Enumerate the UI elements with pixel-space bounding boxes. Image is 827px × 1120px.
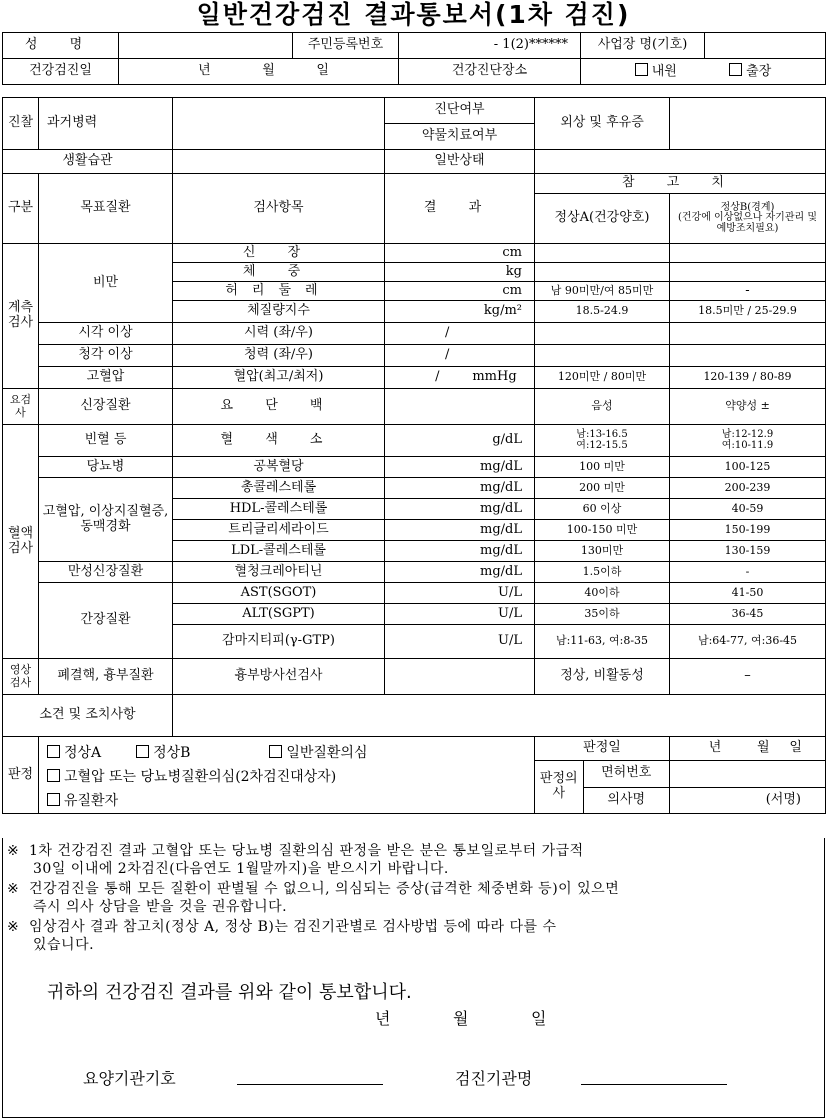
hearing-item: 청력 (좌/우)	[173, 345, 385, 367]
rrn-label: 주민등록번호	[293, 33, 399, 59]
place-label: 건강진단장소	[399, 59, 581, 85]
hdl-ref-b: 40-59	[670, 499, 826, 520]
urine-result[interactable]	[385, 389, 535, 425]
height-ref-b	[670, 244, 826, 263]
findings-field[interactable]	[173, 695, 826, 737]
consult-section: 진찰	[3, 98, 39, 150]
year-label: 년	[198, 63, 211, 79]
doctor-signature-field[interactable]: (서명)	[670, 787, 826, 814]
col-normal-a: 정상A(건강양호)	[535, 194, 670, 244]
history-label: 과거병력	[39, 98, 173, 150]
checkbox-icon	[269, 745, 282, 758]
judgment-options	[39, 737, 535, 814]
place-outreach-label: 출장	[746, 64, 772, 80]
waist-ref-b: -	[670, 282, 826, 301]
note-2-line-2: 즉시 의사 상담을 받을 것을 권유합니다.	[33, 899, 288, 915]
bmi-ref-b: 18.5미만 / 25-29.9	[670, 301, 826, 323]
notice-year: 년	[375, 1009, 391, 1028]
height-result[interactable]: cm	[385, 244, 535, 263]
bp-target: 고혈압	[39, 367, 173, 389]
ldl-ref-b: 130-159	[670, 541, 826, 562]
tg-ref-b: 150-199	[670, 520, 826, 541]
trauma-field[interactable]	[670, 98, 826, 150]
ast-ref-a: 40이하	[535, 583, 670, 604]
general-field[interactable]	[535, 150, 826, 174]
care-code-field[interactable]	[237, 1084, 383, 1085]
waist-result[interactable]: cm	[385, 282, 535, 301]
bp-ref-b: 120-139 / 80-89	[670, 367, 826, 389]
findings-label: 소견 및 조치사항	[3, 695, 173, 737]
workplace-field[interactable]	[705, 33, 826, 59]
rrn-field[interactable]: - 1(2)******	[399, 33, 581, 59]
note-1-line-1: 1차 건강검진 결과 고혈압 또는 당뇨병 질환의심 판정을 받은 분은 통보일로부터 가급적	[29, 843, 584, 859]
opt-normal-a[interactable]	[47, 745, 101, 761]
col-result: 결 과	[385, 174, 535, 244]
vision-item: 시력 (좌/우)	[173, 323, 385, 345]
trauma-label: 외상 및 후유증	[535, 98, 670, 150]
checkbox-icon	[635, 63, 648, 76]
opt-disease[interactable]	[47, 793, 118, 809]
alt-item: ALT(SGPT)	[173, 604, 385, 625]
note-1-mark: ※	[7, 843, 20, 859]
tg-ref-a: 100-150 미만	[535, 520, 670, 541]
note-1-line-2: 30일 이내에 2차검진(다음연도 1월말까지)을 받으시기 바랍니다.	[33, 861, 449, 877]
tc-ref-a: 200 미만	[535, 478, 670, 499]
imaging-ref-b: –	[670, 659, 826, 695]
glu-ref-a: 100 미만	[535, 457, 670, 478]
bp-ref-a: 120미만 / 80미만	[535, 367, 670, 389]
note-3-line-2: 있습니다.	[33, 937, 95, 953]
opt-normal-b[interactable]	[136, 745, 190, 761]
hearing-ref-a	[535, 345, 670, 367]
glu-item: 공복혈당	[173, 457, 385, 478]
glu-result[interactable]: mg/dL	[385, 457, 535, 478]
ggt-result[interactable]: U/L	[385, 625, 535, 659]
measure-section: 계측검사	[3, 244, 39, 389]
ldl-result[interactable]: mg/dL	[385, 541, 535, 562]
vision-ref-b	[670, 323, 826, 345]
closing-statement: 귀하의 건강검진 결과를 위와 같이 통보합니다.	[47, 982, 412, 1003]
obesity-target: 비만	[39, 244, 173, 323]
checkbox-icon	[136, 745, 149, 758]
weight-ref-b	[670, 263, 826, 282]
diagnosis-label: 진단여부	[385, 98, 535, 124]
liver-target: 간장질환	[39, 583, 173, 659]
col-normal-b	[670, 194, 826, 244]
ast-ref-b: 41-50	[670, 583, 826, 604]
col-target: 목표질환	[39, 174, 173, 244]
history-field[interactable]	[173, 98, 385, 150]
ggt-ref-a: 남:11-63, 여:8-35	[535, 625, 670, 659]
institution-field[interactable]	[581, 1084, 727, 1085]
exam-date-label: 건강검진일	[3, 59, 119, 85]
bmi-item: 체질량지수	[173, 301, 385, 323]
waist-item: 허리둘레	[173, 282, 385, 301]
bp-separator: /	[435, 369, 440, 385]
hearing-target: 청각 이상	[39, 345, 173, 367]
document-title: 일반건강검진 결과통보서(1차 검진)	[196, 0, 631, 29]
hdl-ref-a: 60 이상	[535, 499, 670, 520]
institution-label: 검진기관명	[455, 1069, 533, 1088]
judgment-date-field[interactable]	[670, 737, 826, 761]
col-item: 검사항목	[173, 174, 385, 244]
opt-general[interactable]	[269, 745, 367, 761]
doctor-label: 판정의사	[535, 761, 583, 813]
anemia-target: 빈혈 등	[39, 425, 173, 457]
ldl-item: LDL-콜레스테롤	[173, 541, 385, 562]
checkbox-icon	[729, 63, 742, 76]
vision-target: 시각 이상	[39, 323, 173, 345]
note-2-mark: ※	[7, 881, 20, 897]
opt-disease-label: 유질환자	[64, 793, 119, 809]
place-visit-label: 내원	[651, 64, 677, 80]
imaging-target: 폐결핵, 흉부질환	[39, 659, 173, 695]
alt-result[interactable]: U/L	[385, 604, 535, 625]
ckd-target: 만성신장질환	[39, 562, 173, 583]
note-3-mark: ※	[7, 919, 20, 935]
hb-ref-a-male: 남:13-16.5	[576, 429, 628, 440]
hdl-item: HDL-콜레스테롤	[173, 499, 385, 520]
place-options	[581, 59, 826, 85]
judgment-year: 년	[708, 740, 722, 756]
opt-normal-b-label: 정상B	[153, 745, 191, 761]
checkbox-icon	[47, 793, 60, 806]
ast-result[interactable]: U/L	[385, 583, 535, 604]
ldl-ref-a: 130미만	[535, 541, 670, 562]
ast-item: AST(SGOT)	[173, 583, 385, 604]
hb-ref-a-female: 여:12-15.5	[576, 439, 628, 451]
normal-b-title: 정상B(경계)	[720, 201, 775, 213]
personal-info-table	[2, 32, 826, 85]
urine-ref-b: 약양성 ±	[670, 389, 826, 425]
cr-ref-b: -	[670, 562, 826, 583]
weight-ref-a	[535, 263, 670, 282]
blood-section: 혈액검사	[3, 425, 39, 659]
checkbox-icon	[47, 769, 60, 782]
hb-ref-b-female: 여:10-11.9	[721, 439, 774, 451]
tg-item: 트리글리세라이드	[173, 520, 385, 541]
lifestyle-label: 생활습관	[3, 150, 173, 174]
col-ref: 참 고 치	[535, 174, 826, 194]
vision-ref-a	[535, 323, 670, 345]
hb-result[interactable]: g/dL	[385, 425, 535, 457]
results-table	[2, 97, 826, 814]
note-2-line-1: 건강검진을 통해 모든 질환이 판별될 수 없으니, 의심되는 증상(급격한 체중변화 등)이 있으면	[29, 881, 620, 897]
doctor-block	[535, 761, 670, 814]
care-code-label: 요양기관기호	[83, 1069, 176, 1088]
hb-ref-b-male: 남:12-12.9	[721, 429, 774, 440]
doctor-name-label: 의사명	[607, 791, 646, 807]
imaging-section: 영상검사	[3, 659, 39, 695]
note-1	[7, 842, 584, 878]
exam-date-field[interactable]	[119, 59, 399, 85]
hdl-result[interactable]: mg/dL	[385, 499, 535, 520]
workplace-label: 사업장 명(기호)	[581, 33, 705, 59]
notice-date[interactable]	[375, 1006, 609, 1029]
urine-item: 요 단 백	[173, 389, 385, 425]
waist-ref-a: 남 90미만/여 85미만	[535, 282, 670, 301]
notes-block	[2, 838, 825, 1118]
opt-normal-a-label: 정상A	[64, 745, 102, 761]
hearing-result[interactable]: /	[385, 345, 535, 367]
license-label: 면허번호	[583, 761, 669, 787]
glu-ref-b: 100-125	[670, 457, 826, 478]
col-category: 구분	[3, 174, 39, 244]
opt-secondary[interactable]	[47, 769, 336, 785]
height-item: 신 장	[173, 244, 385, 263]
cr-ref-a: 1.5이하	[535, 562, 670, 583]
ggt-ref-b: 남:64-77, 여:36-45	[670, 625, 826, 659]
weight-item: 체 중	[173, 263, 385, 282]
urine-target: 신장질환	[39, 389, 173, 425]
dm-target: 당뇨병	[39, 457, 173, 478]
alt-ref-a: 35이하	[535, 604, 670, 625]
imaging-item: 흉부방사선검사	[173, 659, 385, 695]
hb-item: 혈 색 소	[173, 425, 385, 457]
cr-result[interactable]: mg/dL	[385, 562, 535, 583]
vision-result[interactable]: /	[385, 323, 535, 345]
imaging-result[interactable]	[385, 659, 535, 695]
notice-month: 월	[453, 1009, 469, 1028]
license-field[interactable]	[670, 761, 826, 788]
doctor-subtable	[535, 761, 669, 813]
name-field[interactable]	[119, 33, 293, 59]
place-outreach-checkbox[interactable]	[729, 64, 771, 79]
note-3-line-1: 임상검사 결과 참고치(정상 A, 정상 B)는 검진기관별로 검사방법 등에 따라 다를 수	[29, 919, 557, 935]
judgment-day: 일	[789, 740, 802, 756]
bp-result[interactable]	[385, 367, 535, 389]
opt-general-label: 일반질환의심	[286, 745, 368, 761]
tc-result[interactable]: mg/dL	[385, 478, 535, 499]
alt-ref-b: 36-45	[670, 604, 826, 625]
note-2	[7, 880, 619, 916]
note-3	[7, 918, 556, 954]
lifestyle-field[interactable]	[173, 150, 385, 174]
month-label: 월	[262, 63, 275, 79]
name-label: 성 명	[3, 33, 119, 59]
place-visit-checkbox[interactable]	[635, 64, 677, 79]
bmi-result[interactable]: kg/m²	[385, 301, 535, 323]
tg-result[interactable]: mg/dL	[385, 520, 535, 541]
notice-day: 일	[531, 1009, 547, 1028]
hb-ref-a	[535, 425, 670, 457]
weight-result[interactable]: kg	[385, 263, 535, 282]
tc-ref-b: 200-239	[670, 478, 826, 499]
hb-ref-b	[670, 425, 826, 457]
bp-item: 혈압(최고/최저)	[173, 367, 385, 389]
judgment-section: 판정	[3, 737, 39, 814]
ggt-item: 감마지티피(γ-GTP)	[173, 625, 385, 659]
imaging-ref-a: 정상, 비활동성	[535, 659, 670, 695]
height-ref-a	[535, 244, 670, 263]
general-label: 일반상태	[385, 150, 535, 174]
tc-item: 총콜레스테롤	[173, 478, 385, 499]
medication-label: 약물치료여부	[385, 124, 535, 150]
judgment-date-label: 판정일	[535, 737, 670, 761]
opt-secondary-label: 고혈압 또는 당뇨병질환의심(2차검진대상자)	[64, 769, 337, 785]
hearing-ref-b	[670, 345, 826, 367]
bp-unit: mmHg	[472, 369, 517, 385]
cr-item: 혈청크레아티닌	[173, 562, 385, 583]
day-label: 일	[316, 63, 329, 79]
urine-section: 요검사	[3, 389, 39, 425]
lipid-target: 고혈압, 이상지질혈증, 동맥경화	[39, 478, 173, 562]
normal-b-sub: (건강에 이상없으나 자기관리 및 예방조치필요)	[677, 212, 818, 234]
urine-ref-a: 음성	[535, 389, 670, 425]
judgment-month: 월	[756, 740, 770, 756]
bmi-ref-a: 18.5-24.9	[535, 301, 670, 323]
checkbox-icon	[47, 745, 60, 758]
